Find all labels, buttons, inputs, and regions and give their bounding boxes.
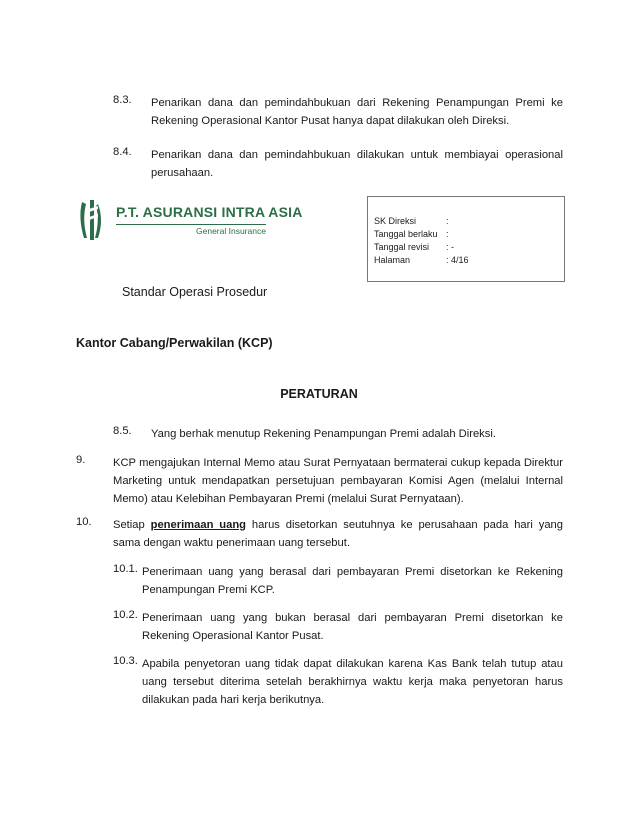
info-row-tanggal-revisi bbox=[374, 241, 560, 254]
logo-company-name: P.T. ASURANSI INTRA ASIA bbox=[116, 204, 303, 220]
logo-subtitle: General Insurance bbox=[196, 226, 266, 236]
info-value: : bbox=[446, 229, 449, 239]
item-text-part: harus disetorkan seutuhnya ke perusahaan pada hari yang sama dengan waktu penerimaan uang tersebut. bbox=[113, 519, 563, 549]
sop-title: Standar Operasi Prosedur bbox=[122, 285, 268, 299]
item-number: 10.2. bbox=[113, 609, 138, 621]
item-text: Penarikan dana dan pemindahbukuan dari Rekening Penampungan Premi ke Rekening Operasional Kantor Pusat hanya dapat dilakukan oleh Direksi. bbox=[151, 97, 563, 127]
item-text-emphasis: penerimaan uang bbox=[150, 519, 247, 531]
office-title: Kantor Cabang/Perwakilan (KCP) bbox=[76, 336, 273, 350]
document-info-box bbox=[367, 196, 565, 282]
item-number: 10. bbox=[76, 516, 92, 528]
item-text: Penerimaan uang yang berasal dari pembayaran Premi disetorkan ke Rekening Penampungan Premi KCP. bbox=[142, 566, 563, 596]
item-text: Yang berhak menutup Rekening Penampungan Premi adalah Direksi. bbox=[151, 428, 496, 440]
info-label: Tanggal berlaku bbox=[374, 229, 438, 239]
info-value: : bbox=[446, 216, 449, 226]
info-row-halaman bbox=[374, 254, 560, 267]
section-title: PERATURAN bbox=[280, 387, 358, 401]
item-number: 8.3. bbox=[113, 94, 132, 106]
item-text: Penerimaan uang yang bukan berasal dari pembayaran Premi disetorkan ke Rekening Operasional Kantor Pusat. bbox=[142, 612, 563, 642]
item-text-part: Setiap bbox=[113, 519, 151, 531]
info-value: : 4/16 bbox=[446, 255, 469, 265]
info-label: Halaman bbox=[374, 255, 411, 265]
item-text bbox=[113, 516, 563, 552]
logo-divider bbox=[116, 224, 266, 225]
logo-emblem-icon bbox=[76, 196, 106, 242]
item-number: 8.5. bbox=[113, 425, 132, 437]
item-number: 8.4. bbox=[113, 146, 132, 158]
item-number: 10.3. bbox=[113, 655, 138, 667]
company-logo bbox=[76, 196, 303, 246]
item-text: Apabila penyetoran uang tidak dapat dilakukan karena Kas Bank telah tutup atau uang tersebut diterima setelah berakhirnya waktu kerja maka penyetoran harus dilakukan pada hari kerja berikutnya. bbox=[142, 658, 563, 706]
info-row-sk-direksi bbox=[374, 215, 560, 228]
info-label: SK Direksi bbox=[374, 216, 417, 226]
item-number: 9. bbox=[76, 454, 86, 466]
item-text: KCP mengajukan Internal Memo atau Surat Pernyataan bermaterai cukup kepada Direktur Marketing untuk mendapatkan persetujuan pembayaran Komisi Agen (melalui Internal Memo) atau Kelebihan Pembayaran Premi (melalui Surat Pernyataan). bbox=[113, 457, 563, 505]
item-number: 10.1. bbox=[113, 563, 138, 575]
info-label: Tanggal revisi bbox=[374, 242, 430, 252]
info-row-tanggal-berlaku bbox=[374, 228, 560, 241]
info-value: : - bbox=[446, 242, 454, 252]
item-text: Penarikan dana dan pemindahbukuan dilakukan untuk membiayai operasional perusahaan. bbox=[151, 149, 563, 179]
